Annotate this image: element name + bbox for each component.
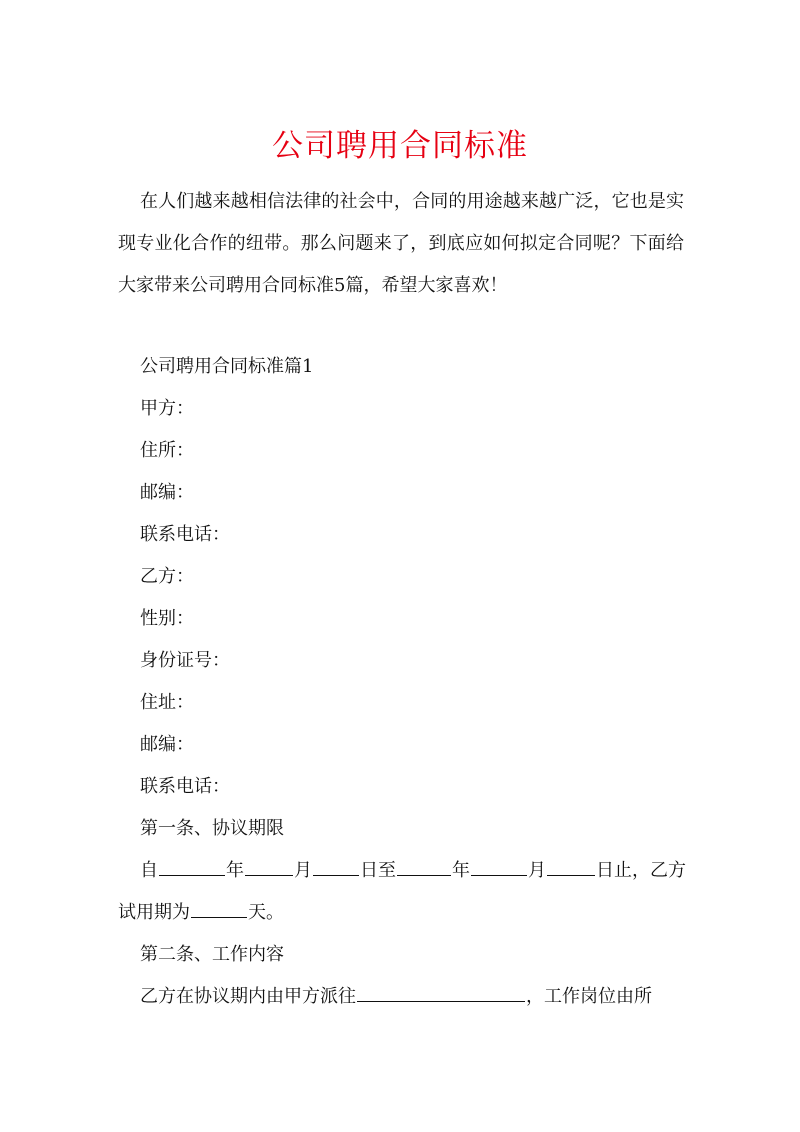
field-phone-b: 联系电话： (140, 776, 230, 797)
field-address-a: 住所： (140, 440, 194, 461)
blank-start-month[interactable] (245, 857, 293, 876)
blank-end-day[interactable] (547, 857, 595, 876)
section-title: 公司聘用合同标准篇1 (140, 356, 314, 377)
article1-text-day1: 日至 (360, 860, 396, 881)
blank-start-year[interactable] (159, 857, 225, 876)
article1-text-from: 自 (140, 860, 158, 881)
article1-heading: 第一条、协议期限 (140, 818, 284, 839)
article1-paragraph (118, 850, 684, 934)
field-id-number: 身份证号： (140, 650, 230, 671)
intro-paragraph: 在人们越来越相信法律的社会中，合同的用途越来越广泛，它也是实现专业化合作的纽带。那么问题来了，到底应如何拟定合同呢？下面给大家带来公司聘用合同标准5篇，希望大家喜欢！ (118, 191, 684, 296)
article1-text-probation: 试用期为 (118, 902, 190, 923)
article2-text-assigned: 乙方在协议期内由甲方派往 (140, 986, 356, 1007)
document-title: 公司聘用合同标准 (272, 128, 528, 164)
field-postcode-a: 邮编： (140, 482, 194, 503)
field-address-b: 住址： (140, 692, 194, 713)
blank-assigned-place[interactable] (357, 983, 525, 1002)
article2-heading-row (118, 934, 684, 976)
field-postcode-b: 邮编： (140, 734, 194, 755)
article1-text-month1: 月 (294, 860, 312, 881)
blank-end-year[interactable] (397, 857, 451, 876)
field-party-b: 乙方： (140, 566, 194, 587)
field-phone-a: 联系电话： (140, 524, 230, 545)
field-gender: 性别： (140, 608, 194, 629)
article1-text-month2: 月 (528, 860, 546, 881)
contract-body (118, 346, 684, 850)
blank-start-day[interactable] (313, 857, 359, 876)
article2-heading: 第二条、工作内容 (140, 944, 284, 965)
blank-end-month[interactable] (471, 857, 527, 876)
article2-paragraph (118, 976, 684, 1018)
article1-text-day2: 日止，乙方 (596, 860, 686, 881)
article1-text-year1: 年 (226, 860, 244, 881)
article1-text-year2: 年 (452, 860, 470, 881)
article1-text-days: 天。 (248, 902, 284, 923)
article2-text-position: ，工作岗位由所 (526, 986, 652, 1007)
blank-probation-days[interactable] (191, 899, 247, 918)
field-party-a: 甲方： (140, 398, 194, 419)
